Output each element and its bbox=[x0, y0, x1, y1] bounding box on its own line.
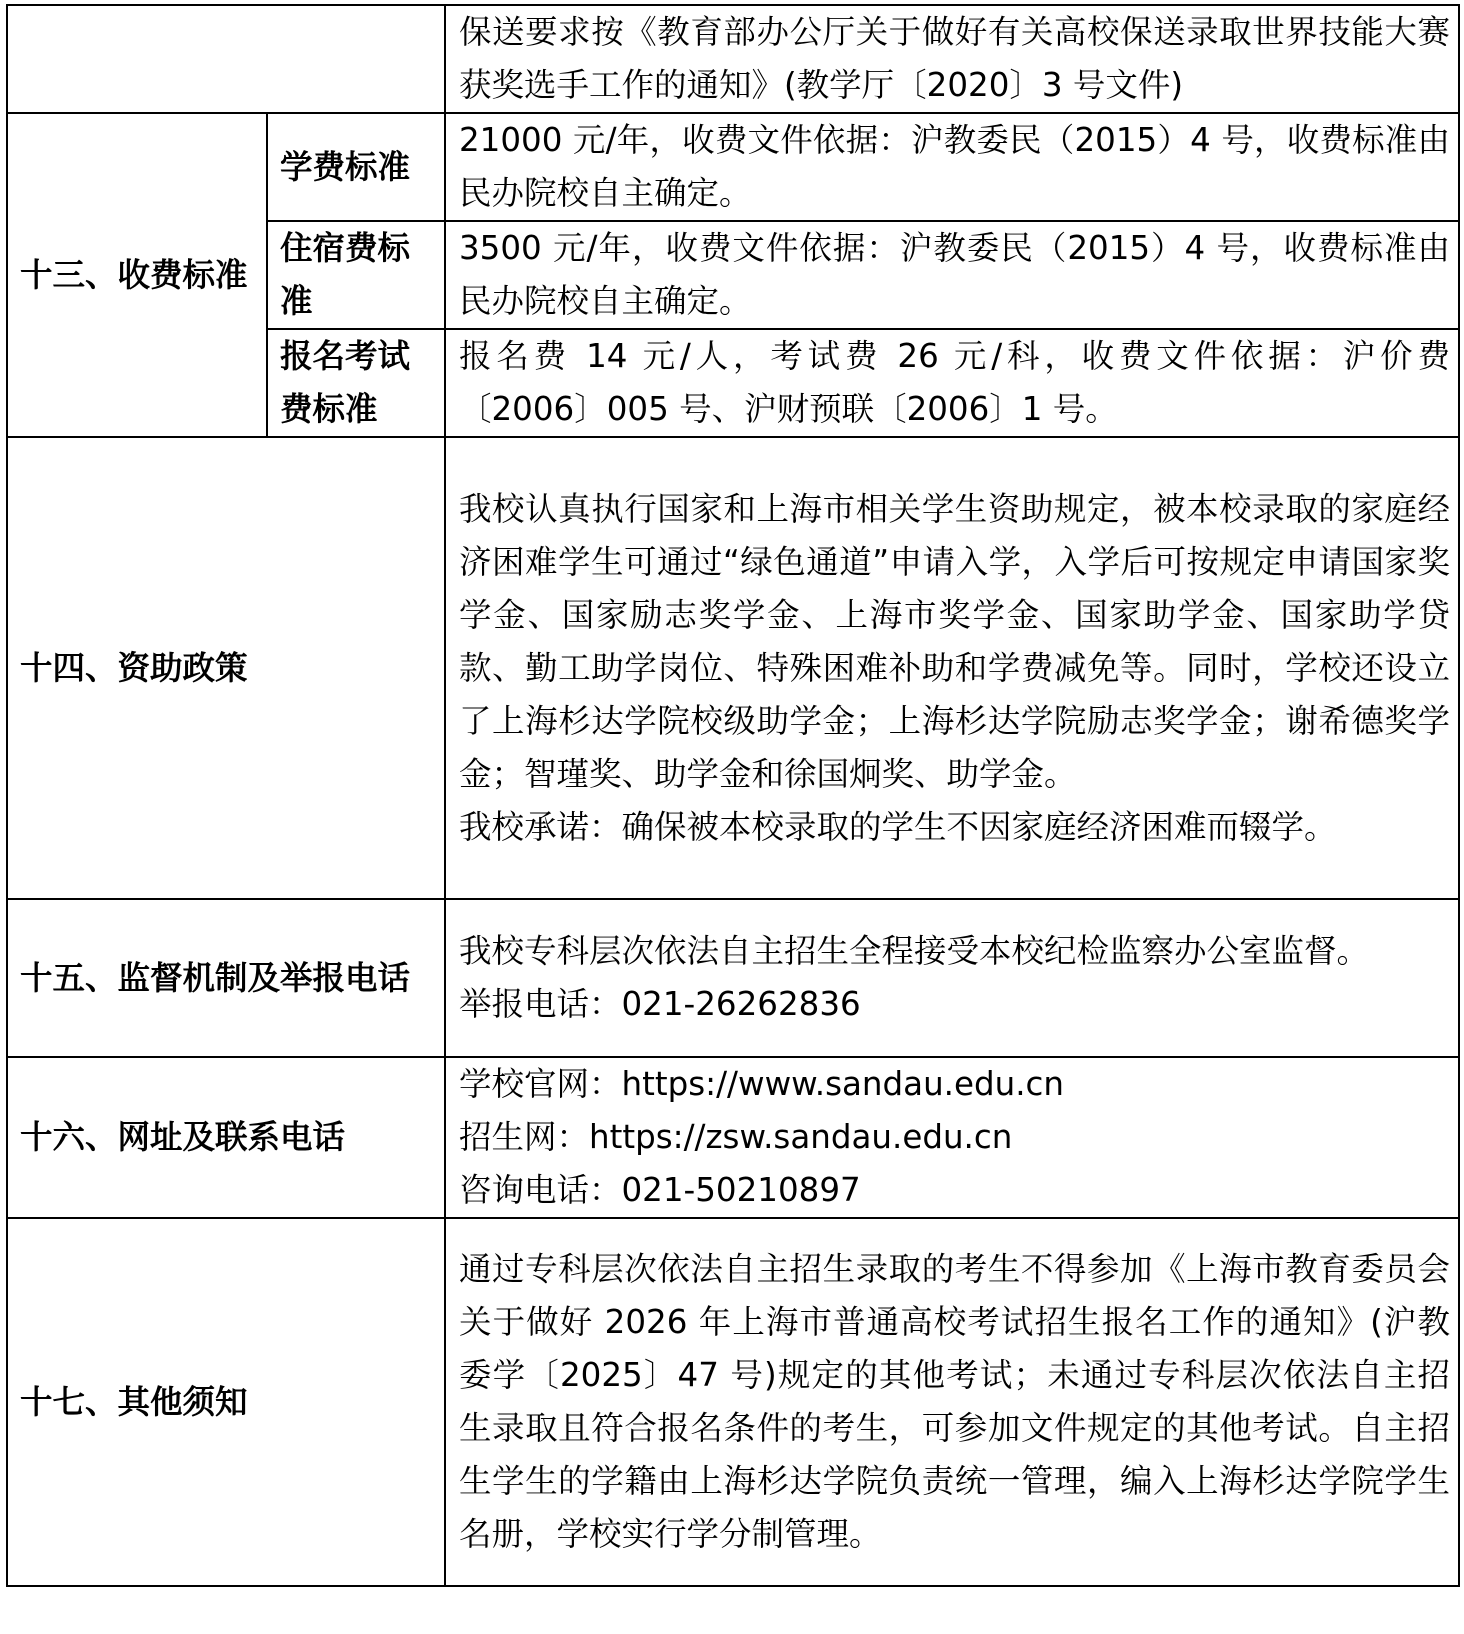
continuation-content: 保送要求按《教育部办公厅关于做好有关高校保送录取世界技能大赛获奖选手工作的通知》(教学厅〔2020〕3 号文件) bbox=[445, 5, 1459, 113]
accommodation-label: 住宿费标准 bbox=[267, 221, 445, 329]
supervision-paragraph: 我校专科层次依法自主招生全程接受本校纪检监察办公室监督。 bbox=[459, 932, 1370, 970]
exam-fee-content: 报名费 14 元/人，考试费 26 元/科，收费文件依据：沪价费〔2006〕005 号、沪财预联〔2006〕1 号。 bbox=[445, 329, 1459, 437]
exam-fee-label: 报名考试费标准 bbox=[267, 329, 445, 437]
table-row-aid-policy bbox=[7, 437, 1459, 899]
table-row-fees-tuition bbox=[7, 113, 1459, 221]
other-notices-header: 十七、其他须知 bbox=[7, 1218, 445, 1586]
fees-header: 十三、收费标准 bbox=[7, 113, 267, 437]
report-phone: 举报电话：021-26262836 bbox=[459, 985, 861, 1023]
aid-policy-content bbox=[445, 437, 1459, 899]
consult-phone: 咨询电话：021-50210897 bbox=[459, 1171, 861, 1209]
supervision-header: 十五、监督机制及举报电话 bbox=[7, 899, 445, 1057]
aid-policy-header: 十四、资助政策 bbox=[7, 437, 445, 899]
aid-commitment-paragraph: 我校承诺：确保被本校录取的学生不因家庭经济困难而辍学。 bbox=[459, 807, 1337, 846]
contact-content bbox=[445, 1057, 1459, 1218]
supervision-content bbox=[445, 899, 1459, 1057]
school-website: 学校官网：https://www.sandau.edu.cn bbox=[459, 1065, 1065, 1103]
table-row-supervision bbox=[7, 899, 1459, 1057]
empty-header-cell bbox=[7, 5, 445, 113]
tuition-label: 学费标准 bbox=[267, 113, 445, 221]
admissions-info-table bbox=[6, 4, 1460, 1587]
contact-header: 十六、网址及联系电话 bbox=[7, 1057, 445, 1218]
admissions-website: 招生网：https://zsw.sandau.edu.cn bbox=[459, 1118, 1013, 1156]
table-row-contact bbox=[7, 1057, 1459, 1218]
table-row-other-notices bbox=[7, 1218, 1459, 1586]
tuition-content: 21000 元/年，收费文件依据：沪教委民（2015）4 号，收费标准由民办院校自主确定。 bbox=[445, 113, 1459, 221]
accommodation-content: 3500 元/年，收费文件依据：沪教委民（2015）4 号，收费标准由民办院校自主确定。 bbox=[445, 221, 1459, 329]
table-row-continuation bbox=[7, 5, 1459, 113]
other-notices-content: 通过专科层次依法自主招生录取的考生不得参加《上海市教育委员会关于做好 2026 年上海市普通高校考试招生报名工作的通知》(沪教委学〔2025〕47 号)规定的其他考试；未通过专科层次依法自主招生录取且符合报名条件的考生，可参加文件规定的其他考试。自主招生学生的学籍由上海杉达学院负责统一管理，编入上海杉达学院学生名册，学校实行学分制管理。 bbox=[445, 1218, 1459, 1586]
aid-policy-paragraph: 我校认真执行国家和上海市相关学生资助规定，被本校录取的家庭经济困难学生可通过“绿色通道”申请入学，入学后可按规定申请国家奖学金、国家励志奖学金、上海市奖学金、国家助学金、国家助学贷款、勤工助学岗位、特殊困难补助和学费减免等。同时，学校还设立了上海杉达学院校级助学金；上海杉达学院励志奖学金；谢希德奖学金；智瑾奖、助学金和徐国炯奖、助学金。 bbox=[459, 489, 1450, 793]
